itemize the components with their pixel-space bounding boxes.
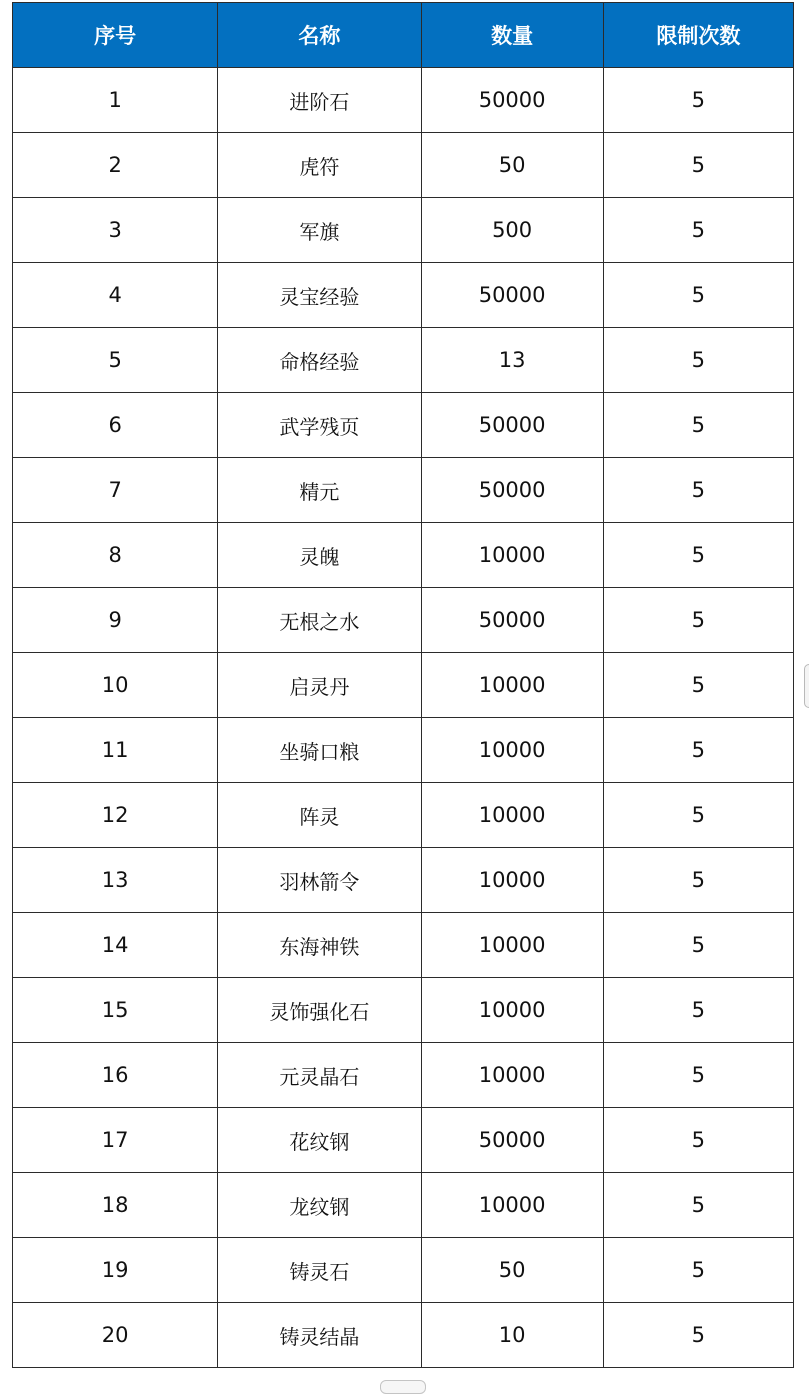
index-cell: 14 [13, 913, 218, 978]
quantity-cell: 13 [421, 328, 603, 393]
table-row [13, 458, 794, 523]
limit-cell: 5 [603, 198, 793, 263]
header-quantity: 数量 [421, 3, 603, 68]
name-cell: 武学残页 [218, 393, 421, 458]
limit-cell: 5 [603, 523, 793, 588]
limit-cell: 5 [603, 68, 793, 133]
table-row [13, 393, 794, 458]
bottom-scroll-handle[interactable] [380, 1380, 426, 1394]
limit-cell: 5 [603, 458, 793, 523]
limit-cell: 5 [603, 263, 793, 328]
quantity-cell: 10000 [421, 523, 603, 588]
name-cell: 坐骑口粮 [218, 718, 421, 783]
header-row [13, 3, 794, 68]
index-cell: 16 [13, 1043, 218, 1108]
name-cell: 羽林箭令 [218, 848, 421, 913]
quantity-cell: 50000 [421, 393, 603, 458]
table-row [13, 848, 794, 913]
name-cell: 进阶石 [218, 68, 421, 133]
index-cell: 12 [13, 783, 218, 848]
table-row [13, 133, 794, 198]
limit-cell: 5 [603, 783, 793, 848]
quantity-cell: 10000 [421, 653, 603, 718]
name-cell: 命格经验 [218, 328, 421, 393]
name-cell: 灵宝经验 [218, 263, 421, 328]
quantity-cell: 10000 [421, 718, 603, 783]
name-cell: 精元 [218, 458, 421, 523]
quantity-cell: 500 [421, 198, 603, 263]
index-cell: 13 [13, 848, 218, 913]
index-cell: 3 [13, 198, 218, 263]
limit-cell: 5 [603, 978, 793, 1043]
limit-cell: 5 [603, 588, 793, 653]
limit-cell: 5 [603, 913, 793, 978]
quantity-cell: 10000 [421, 913, 603, 978]
table-row [13, 1303, 794, 1368]
index-cell: 17 [13, 1108, 218, 1173]
limit-cell: 5 [603, 653, 793, 718]
name-cell: 龙纹钢 [218, 1173, 421, 1238]
quantity-cell: 10000 [421, 1173, 603, 1238]
table-row [13, 783, 794, 848]
name-cell: 军旗 [218, 198, 421, 263]
name-cell: 东海神铁 [218, 913, 421, 978]
quantity-cell: 50000 [421, 263, 603, 328]
table-row [13, 263, 794, 328]
table-header [13, 3, 794, 68]
name-cell: 虎符 [218, 133, 421, 198]
table-row [13, 198, 794, 263]
index-cell: 5 [13, 328, 218, 393]
name-cell: 花纹钢 [218, 1108, 421, 1173]
limit-cell: 5 [603, 328, 793, 393]
limit-cell: 5 [603, 1043, 793, 1108]
limit-cell: 5 [603, 1303, 793, 1368]
name-cell: 铸灵石 [218, 1238, 421, 1303]
name-cell: 阵灵 [218, 783, 421, 848]
table-body [13, 68, 794, 1368]
table-row [13, 328, 794, 393]
index-cell: 9 [13, 588, 218, 653]
reward-table [12, 2, 794, 1368]
quantity-cell: 10000 [421, 978, 603, 1043]
table-row [13, 588, 794, 653]
table-row [13, 1108, 794, 1173]
quantity-cell: 50 [421, 133, 603, 198]
quantity-cell: 10000 [421, 848, 603, 913]
limit-cell: 5 [603, 718, 793, 783]
quantity-cell: 50 [421, 1238, 603, 1303]
index-cell: 4 [13, 263, 218, 328]
name-cell: 启灵丹 [218, 653, 421, 718]
quantity-cell: 10000 [421, 783, 603, 848]
index-cell: 8 [13, 523, 218, 588]
index-cell: 11 [13, 718, 218, 783]
table-row [13, 913, 794, 978]
quantity-cell: 50000 [421, 68, 603, 133]
table-row [13, 68, 794, 133]
quantity-cell: 50000 [421, 458, 603, 523]
table-row [13, 978, 794, 1043]
quantity-cell: 50000 [421, 1108, 603, 1173]
name-cell: 无根之水 [218, 588, 421, 653]
limit-cell: 5 [603, 133, 793, 198]
header-index: 序号 [13, 3, 218, 68]
table-row [13, 1173, 794, 1238]
quantity-cell: 10000 [421, 1043, 603, 1108]
limit-cell: 5 [603, 1173, 793, 1238]
name-cell: 灵魄 [218, 523, 421, 588]
header-name: 名称 [218, 3, 421, 68]
limit-cell: 5 [603, 393, 793, 458]
table-row [13, 718, 794, 783]
table-row [13, 523, 794, 588]
index-cell: 7 [13, 458, 218, 523]
name-cell: 铸灵结晶 [218, 1303, 421, 1368]
name-cell: 灵饰强化石 [218, 978, 421, 1043]
quantity-cell: 50000 [421, 588, 603, 653]
index-cell: 15 [13, 978, 218, 1043]
table-row [13, 653, 794, 718]
limit-cell: 5 [603, 1238, 793, 1303]
index-cell: 10 [13, 653, 218, 718]
header-limit: 限制次数 [603, 3, 793, 68]
table-row [13, 1238, 794, 1303]
index-cell: 2 [13, 133, 218, 198]
index-cell: 1 [13, 68, 218, 133]
index-cell: 18 [13, 1173, 218, 1238]
limit-cell: 5 [603, 1108, 793, 1173]
index-cell: 20 [13, 1303, 218, 1368]
index-cell: 19 [13, 1238, 218, 1303]
limit-cell: 5 [603, 848, 793, 913]
quantity-cell: 10 [421, 1303, 603, 1368]
name-cell: 元灵晶石 [218, 1043, 421, 1108]
side-scroll-handle[interactable] [804, 664, 809, 708]
table-row [13, 1043, 794, 1108]
index-cell: 6 [13, 393, 218, 458]
